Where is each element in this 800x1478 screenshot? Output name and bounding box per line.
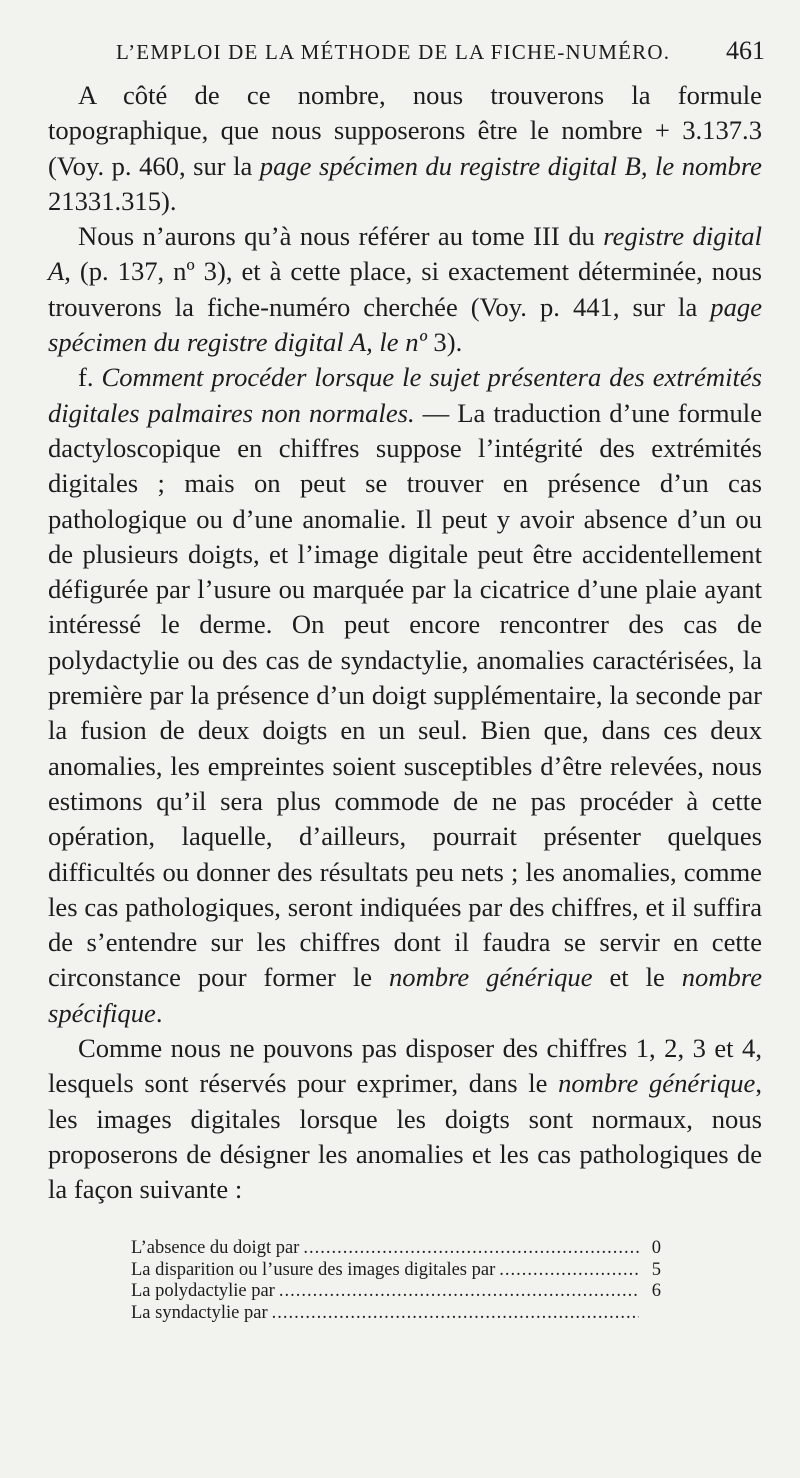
italic-run: Comment procéder lorsque le sujet présentera des extrémités digitales palmaires non normales.: [48, 362, 762, 428]
italic-run: nombre spécifique: [48, 962, 762, 1028]
text-run: — La traduction d’une formule dactyloscopique en chiffres suppose l’intégrité des extrémités digitales ; mais on peut se trouver en présence d’un cas pathologique ou d’une anomalie. Il peut y avoir absence d’un ou de plusieurs doigts, et l’image digitale peut être accidentellement défigurée par l’usure ou marquée par la cicatrice d’une plaie ayant intéressé le derme. On peut encore rencontrer des cas de polydactylie ou des cas de syndactylie, anomalies caractérisées, la première par la présence d’un doigt supplémentaire, la seconde par la fusion de deux doigts en un seul. Bien que, dans ces deux anomalies, les empreintes soient susceptibles d’être relevées, nous estimons qu’il sera plus commode de ne pas procéder à cette opération, laquelle, d’ailleurs, pourrait présenter quelques difficultés ou donner des résultats peu nets ; les anomalies, comme les cas pathologiques, seront indiquées par des chiffres, et il suffira de s’entendre sur les chiffres dont il faudra se servir en cette circonstance pour former le: [48, 397, 762, 993]
text-run: et le: [592, 962, 682, 993]
text-run: .: [155, 997, 163, 1028]
anomaly-code-table: [131, 1238, 661, 1324]
text-run: 21331.315).: [48, 185, 177, 216]
running-head: L’EMPLOI DE LA MÉTHODE DE LA FICHE-NUMÉRO.: [116, 40, 671, 64]
text-run: f.: [78, 362, 102, 393]
italic-run: nombre générique: [388, 962, 593, 993]
paragraph: [48, 219, 762, 360]
text-run: Nous n’aurons qu’à nous référer au tome III du: [78, 221, 604, 252]
dot-leader: [272, 1303, 639, 1325]
row-label: La polydactylie par: [131, 1281, 275, 1301]
text-run: 3).: [426, 327, 463, 358]
page-header: [50, 36, 765, 66]
dot-leader: [303, 1238, 639, 1260]
text-run: Comme nous ne pouvons pas disposer des chiffres 1, 2, 3 et 4, lesquels sont réservés pour exprimer, dans le: [48, 1033, 762, 1099]
text-run: A côté de ce nombre, nous trouverons la formule topographique, que nous supposerons être le nombre + 3.137.3 (Voy. p. 460, sur la: [48, 80, 762, 181]
dot-leader: [499, 1260, 639, 1282]
italic-run: page spécimen du registre digital A, le nº: [48, 291, 762, 358]
table-row: [131, 1260, 661, 1282]
row-label: La disparition ou l’usure des images digitales par: [131, 1259, 496, 1280]
row-value: 6: [651, 1281, 661, 1301]
row-label: L’absence du doigt par: [131, 1238, 300, 1258]
body-text: [48, 78, 762, 1208]
table-row: [131, 1303, 661, 1325]
dot-leader: [279, 1281, 639, 1303]
italic-run: page spécimen du registre digital B, le nombre: [259, 150, 762, 181]
italic-run: nombre générique: [558, 1068, 756, 1099]
text-run: , les images digitales lorsque les doigts sont normaux, nous proposerons de désigner les anomalies et les cas pathologiques de la façon suivante :: [48, 1068, 763, 1205]
italic-run: registre digital A: [48, 221, 762, 287]
text-run: , (p. 137, nº 3), et à cette place, si exactement déterminée, nous trouverons la fiche-numéro cherchée (Voy. p. 441, sur la: [48, 256, 762, 322]
row-value: 5: [651, 1259, 661, 1280]
table-row: [131, 1281, 661, 1303]
paragraph: [48, 1031, 762, 1207]
paragraph: [48, 78, 762, 219]
table-row: [131, 1238, 661, 1260]
paragraph: [48, 360, 762, 1031]
page-number: 461: [726, 36, 765, 65]
row-value: 0: [651, 1238, 661, 1258]
row-label: La syndactylie par: [131, 1302, 268, 1323]
